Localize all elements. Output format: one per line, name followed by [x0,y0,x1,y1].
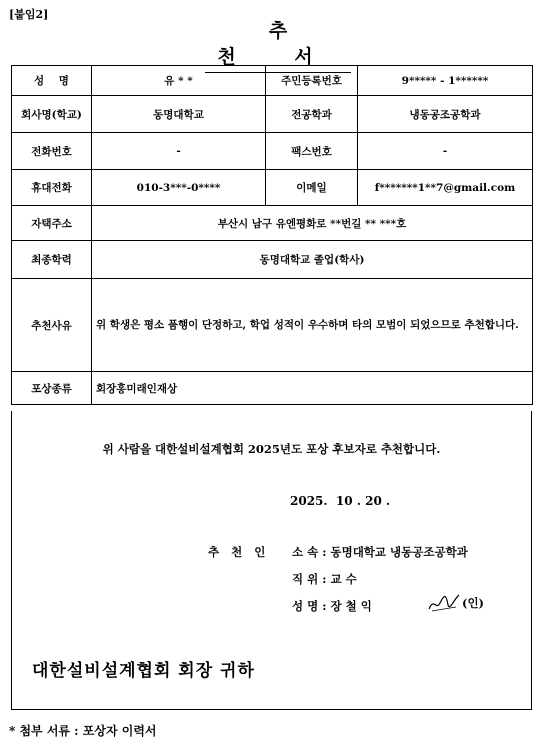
award-label: 포상종류 [12,372,92,405]
form-row-company [12,96,533,133]
education-label: 최종학력 [12,241,92,279]
recommendation-form-table [11,65,533,405]
form-row-mobile [12,170,533,206]
signature-mark [426,589,462,615]
major-label: 전공학과 [266,96,358,133]
company-value: 동명대학교 [92,96,266,133]
recommender-name: 성 명 : 장 철 익 [292,599,372,613]
email-label: 이메일 [266,170,358,206]
recommender-position: 직 위 : 교 수 [292,572,357,586]
email-value: f*******1**7@gmail.com [358,170,533,206]
phone-label: 전화번호 [12,133,92,170]
address-value: 부산시 남구 유엔평화로 **번길 ** ***호 [92,206,533,241]
form-row-phone [12,133,533,170]
resident-number-label: 주민등록번호 [266,66,358,96]
seal-mark: (인) [462,596,484,610]
form-row-name [12,66,533,96]
form-row-address [12,206,533,241]
mobile-label: 휴대전화 [12,170,92,206]
address-label: 자택주소 [12,206,92,241]
form-row-reason [12,279,533,372]
mobile-value: 010-3***-0**** [92,170,266,206]
name-label: 성 명 [12,66,92,96]
document-title: 추 천 서 [205,18,351,73]
resident-number-value: 9***** - 1****** [358,66,533,96]
award-value: 회장홍미래인재상 [92,372,533,405]
recommendation-date: 2025. 10 . 20 . [290,494,391,508]
name-value: 유 * * [92,66,266,96]
education-value: 동명대학교 졸업(학사) [92,241,533,279]
attachment-note: * 첨부 서류 : 포상자 이력서 [9,724,157,738]
recommender-affiliation: 소 속 : 동명대학교 냉동공조공학과 [292,545,468,559]
recommendation-statement: 위 사람을 대한설비설계협회 2025년도 포상 후보자로 추천합니다. [102,442,441,456]
company-label: 회사명(학교) [12,96,92,133]
form-row-award [12,372,533,405]
recommender-label: 추 천 인 [208,545,270,559]
fax-value: - [358,133,533,170]
addressee: 대한설비설계협회 회장 귀하 [32,661,255,681]
phone-value: - [92,133,266,170]
reason-label: 추천사유 [12,279,92,372]
recommendation-statement-box [11,411,532,710]
fax-label: 팩스번호 [266,133,358,170]
reason-value: 위 학생은 평소 품행이 단정하고, 학업 성적이 우수하며 타의 모범이 되었으므로 추천합니다. [92,279,533,372]
form-row-education [12,241,533,279]
attachment-tag: [붙임2] [9,8,49,21]
major-value: 냉동공조공학과 [358,96,533,133]
